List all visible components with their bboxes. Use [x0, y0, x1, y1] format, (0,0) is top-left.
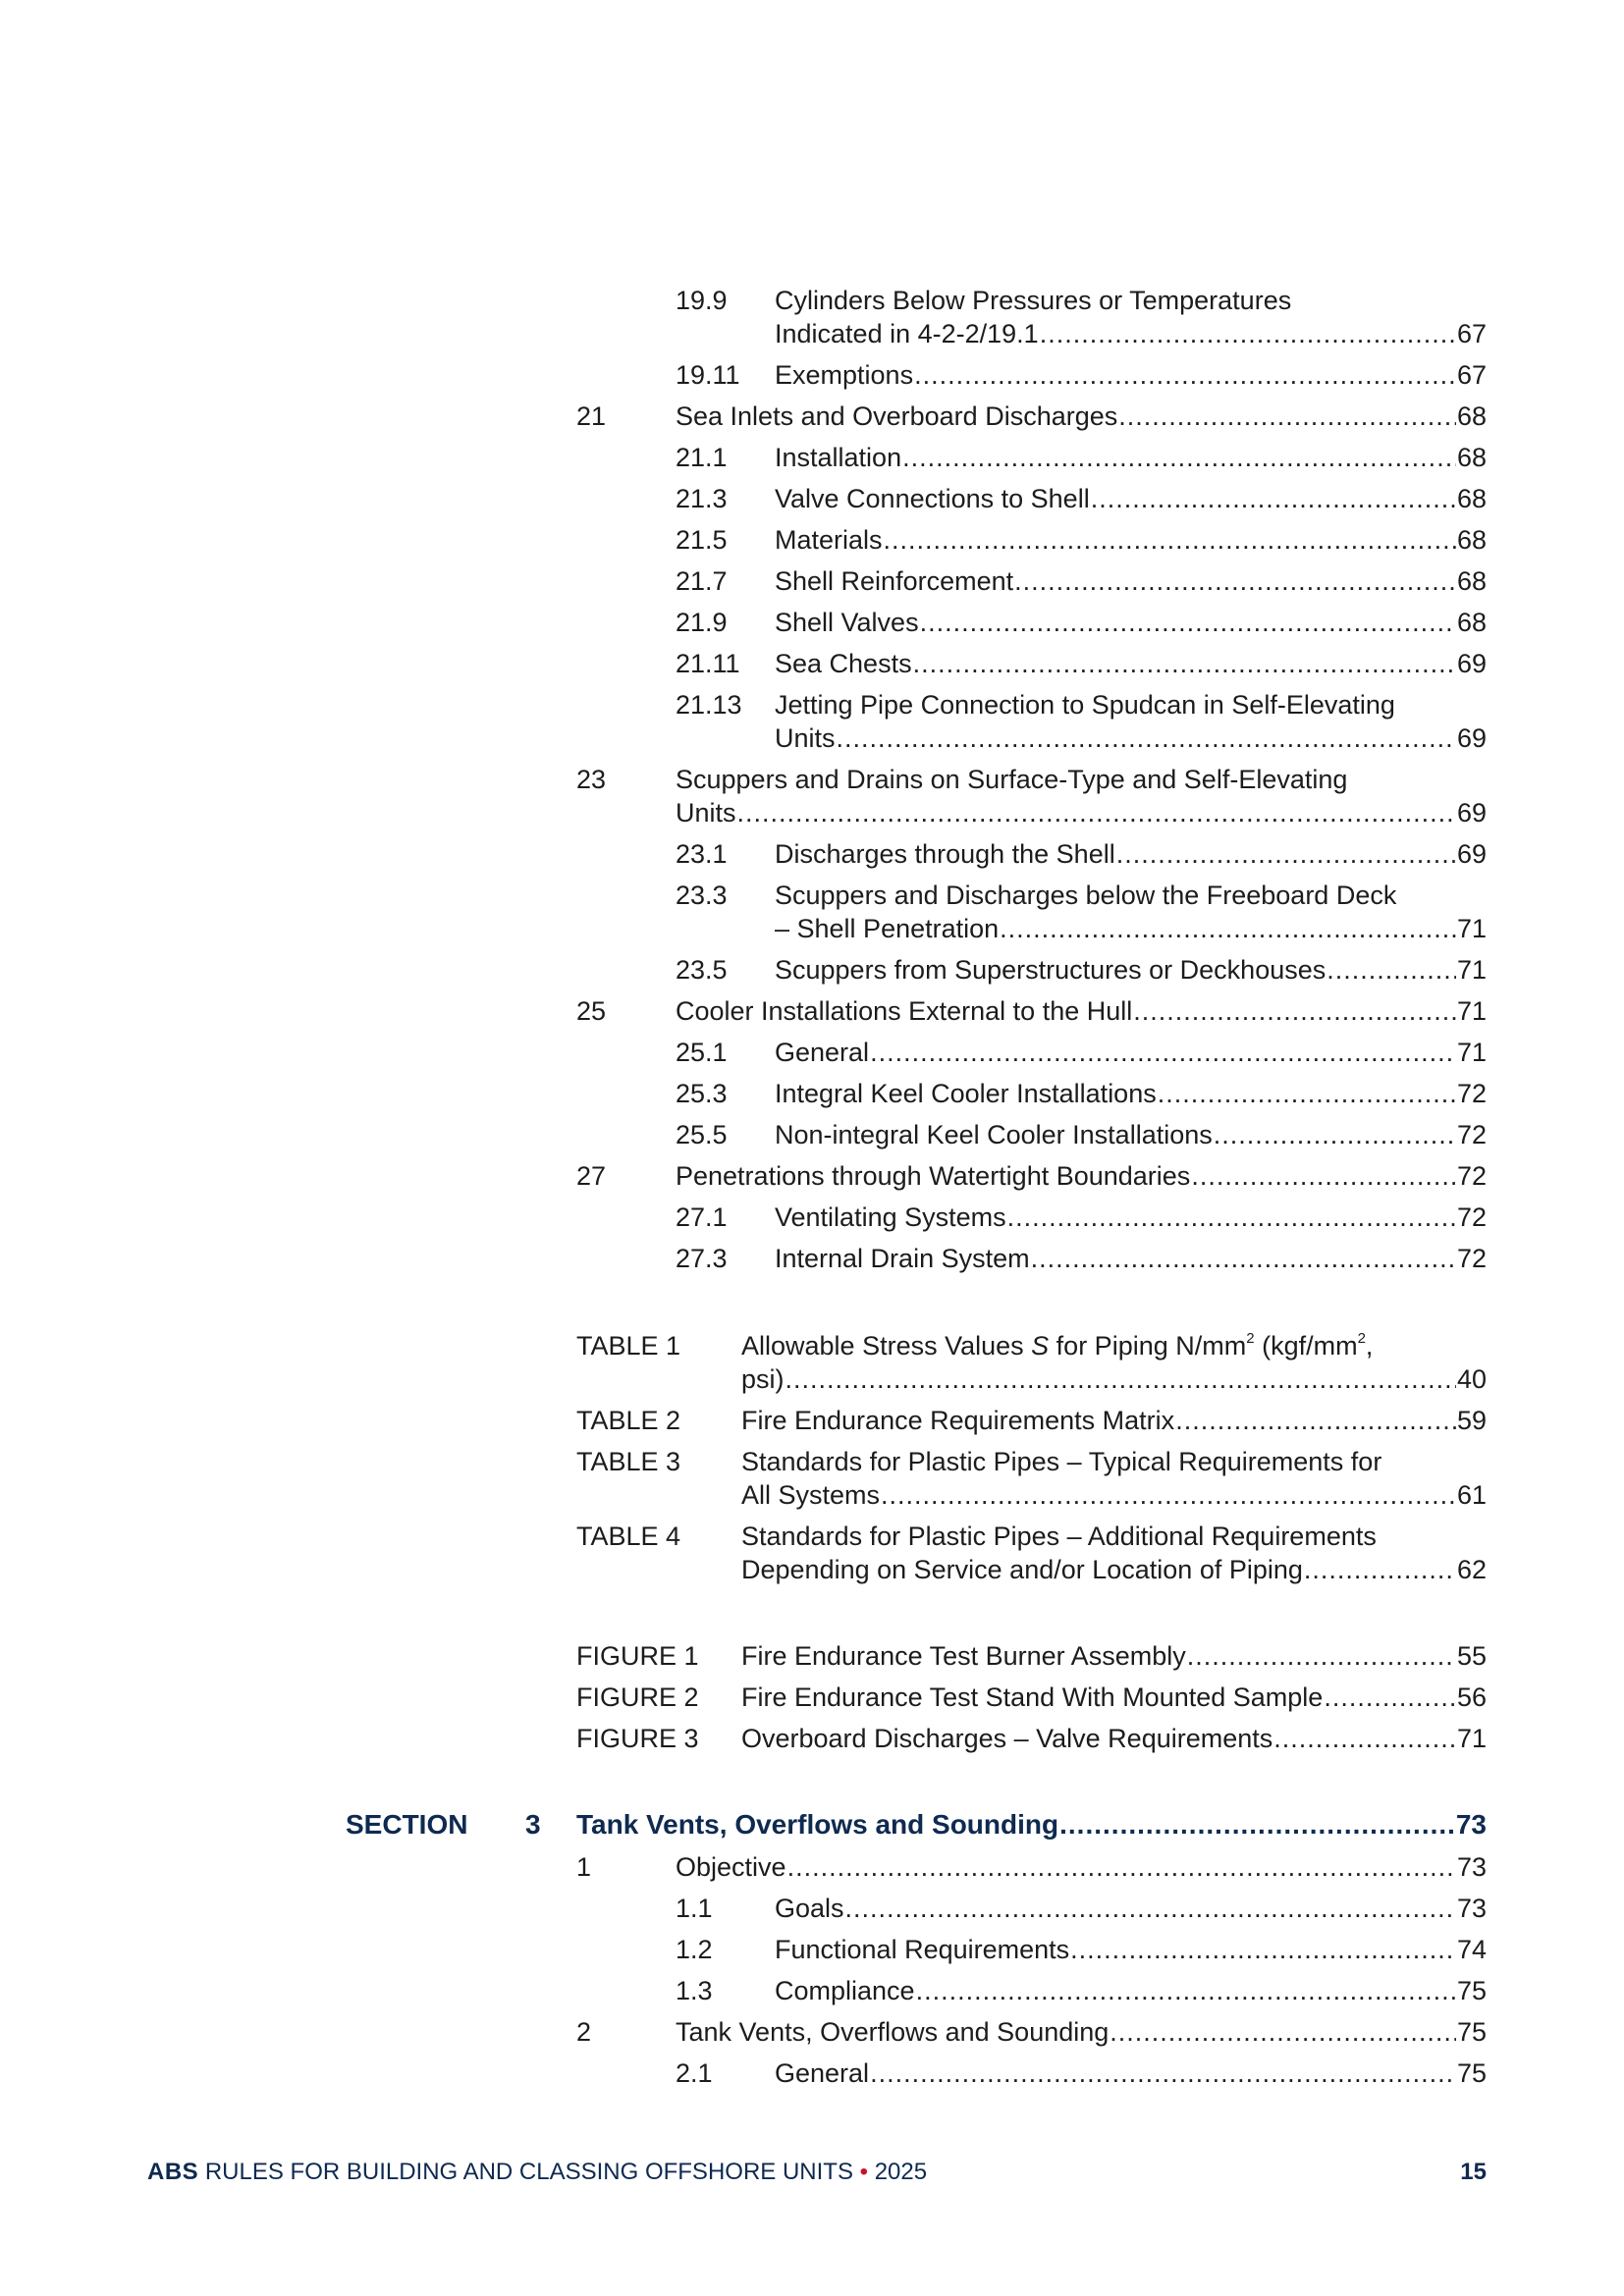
table-label: TABLE 2 — [576, 1406, 681, 1435]
italic-symbol: S — [1031, 1331, 1050, 1361]
dot-leader — [1000, 912, 1456, 945]
toc-entry-23-1[interactable] — [676, 837, 1487, 871]
dot-leader — [787, 1850, 1456, 1884]
entry-page: 56 — [1456, 1682, 1487, 1712]
footer-brand: ABS — [147, 2159, 199, 2185]
entry-page: 67 — [1456, 319, 1487, 348]
entry-page: 71 — [1456, 955, 1487, 985]
entry-title: Objective — [676, 1852, 786, 1882]
table-label: TABLE 1 — [576, 1331, 681, 1361]
superscript: 2 — [1357, 1330, 1366, 1347]
entry-title-line1: Jetting Pipe Connection to Spudcan in Self-Elevating — [775, 690, 1395, 720]
title-part: for Piping N/mm — [1049, 1331, 1247, 1361]
entry-title-line1 — [741, 1329, 1373, 1362]
toc-entry-21[interactable] — [576, 400, 1487, 433]
dot-leader — [914, 358, 1456, 392]
dot-leader — [920, 606, 1456, 639]
entry-page: 68 — [1456, 443, 1487, 472]
dot-leader — [1191, 1159, 1456, 1193]
entry-page: 40 — [1456, 1364, 1487, 1394]
toc-entry-3-2[interactable] — [576, 2015, 1487, 2049]
toc-entry-27[interactable] — [576, 1159, 1487, 1193]
entry-page: 68 — [1456, 608, 1487, 637]
entry-title-line1: Scuppers and Drains on Surface-Type and Self-Elevating — [676, 765, 1348, 794]
toc-entry-25-3[interactable] — [676, 1077, 1487, 1110]
entry-title: Overboard Discharges – Valve Requirements — [741, 1724, 1273, 1753]
entry-number: 27.1 — [676, 1202, 728, 1232]
entry-number: 23.3 — [676, 881, 728, 910]
toc-entry-19-9[interactable] — [676, 284, 1487, 350]
dot-leader — [881, 1478, 1456, 1512]
toc-entry-3-1[interactable] — [576, 1850, 1487, 1884]
entry-number: 25 — [576, 996, 607, 1026]
entry-title-line2: Depending on Service and/or Location of Piping — [741, 1555, 1303, 1584]
dot-leader — [1031, 1242, 1456, 1275]
dot-leader — [1040, 317, 1456, 350]
toc-figure-3[interactable] — [576, 1722, 1487, 1755]
entry-title: Goals — [775, 1894, 844, 1923]
entry-number: 25.3 — [676, 1079, 728, 1108]
toc-entry-21-1[interactable] — [676, 441, 1487, 474]
entry-title: Non-integral Keel Cooler Installations — [775, 1120, 1213, 1149]
dot-leader — [1187, 1639, 1456, 1673]
entry-page: 68 — [1456, 484, 1487, 513]
figure-label: FIGURE 1 — [576, 1641, 699, 1671]
entry-number: 21.3 — [676, 484, 728, 513]
entry-number: 21.1 — [676, 443, 728, 472]
toc-entry-21-9[interactable] — [676, 606, 1487, 639]
toc-entry-3-1-1[interactable] — [676, 1892, 1487, 1925]
toc-table-4[interactable] — [576, 1520, 1487, 1586]
entry-number: 23.1 — [676, 839, 728, 869]
dot-leader — [737, 796, 1456, 829]
dot-leader — [1059, 1808, 1455, 1842]
entry-number: 1.1 — [676, 1894, 713, 1923]
entry-title-line1: Standards for Plastic Pipes – Typical Requirements for — [741, 1447, 1382, 1476]
toc-table-1[interactable] — [576, 1329, 1487, 1396]
entry-title-line2: Indicated in 4-2-2/19.1 — [775, 319, 1039, 348]
dot-leader — [1091, 482, 1456, 515]
dot-leader — [884, 523, 1456, 557]
footer-year: 2025 — [868, 2159, 928, 2185]
dot-leader — [1116, 837, 1456, 871]
entry-title-line1: Cylinders Below Pressures or Temperatures — [775, 286, 1292, 315]
footer-bullet: • — [859, 2159, 869, 2185]
table-label: TABLE 4 — [576, 1522, 681, 1551]
dot-leader — [916, 1974, 1456, 2007]
toc-entry-3-1-2[interactable] — [676, 1933, 1487, 1966]
entry-page: 69 — [1456, 798, 1487, 828]
entry-number: 21 — [576, 401, 607, 431]
entry-page: 59 — [1456, 1406, 1487, 1435]
entry-page: 55 — [1456, 1641, 1487, 1671]
dot-leader — [1118, 400, 1456, 433]
page-footer — [147, 2156, 1487, 2189]
entry-title: Fire Endurance Requirements Matrix — [741, 1406, 1175, 1435]
dot-leader — [1110, 2015, 1456, 2049]
entry-page: 68 — [1456, 525, 1487, 555]
entry-title-line2: All Systems — [741, 1480, 881, 1510]
entry-number: 27 — [576, 1161, 607, 1191]
toc-entry-23-3[interactable] — [676, 879, 1487, 945]
entry-page: 69 — [1456, 649, 1487, 678]
entry-number: 21.13 — [676, 690, 742, 720]
entry-title: Penetrations through Watertight Boundaries — [676, 1161, 1191, 1191]
entry-page: 71 — [1456, 996, 1487, 1026]
dot-leader — [1133, 994, 1456, 1028]
entry-title: Sea Inlets and Overboard Discharges — [676, 401, 1118, 431]
entry-title: Integral Keel Cooler Installations — [775, 1079, 1157, 1108]
toc-entry-21-7[interactable] — [676, 564, 1487, 598]
toc-entry-3-1-3[interactable] — [676, 1974, 1487, 2007]
toc-entry-27-1[interactable] — [676, 1201, 1487, 1234]
toc-table-3[interactable] — [576, 1445, 1487, 1512]
entry-title-line1: Scuppers and Discharges below the Freeboard Deck — [775, 881, 1397, 910]
dot-leader — [1158, 1077, 1456, 1110]
dot-leader — [913, 647, 1456, 680]
entry-number: 21.11 — [676, 649, 740, 678]
toc-entry-23[interactable] — [576, 763, 1487, 829]
entry-page: 71 — [1456, 1724, 1487, 1753]
dot-leader — [902, 441, 1456, 474]
toc-entry-3-2-1[interactable] — [676, 2056, 1487, 2090]
entry-number: 21.9 — [676, 608, 728, 637]
toc-entry-21-11[interactable] — [676, 647, 1487, 680]
toc-entry-25-5[interactable] — [676, 1118, 1487, 1151]
dot-leader — [1273, 1722, 1456, 1755]
entry-page: 73 — [1456, 1852, 1487, 1882]
entry-number: 25.1 — [676, 1038, 728, 1067]
entry-page: 75 — [1456, 2058, 1487, 2088]
entry-page: 69 — [1456, 839, 1487, 869]
toc-table-2[interactable] — [576, 1404, 1487, 1437]
entry-page: 72 — [1456, 1120, 1487, 1149]
entry-title: Exemptions — [775, 360, 914, 390]
figure-label: FIGURE 3 — [576, 1724, 699, 1753]
entry-page: 61 — [1456, 1480, 1487, 1510]
entry-page: 72 — [1456, 1161, 1487, 1191]
entry-title: Tank Vents, Overflows and Sounding — [676, 2017, 1110, 2047]
footer-text: RULES FOR BUILDING AND CLASSING OFFSHORE UNITS — [198, 2159, 860, 2185]
entry-title-line2: Units — [775, 723, 836, 753]
entry-title: Fire Endurance Test Burner Assembly — [741, 1641, 1186, 1671]
entry-title-line2: – Shell Penetration — [775, 914, 1000, 943]
toc-figure-1[interactable] — [576, 1639, 1487, 1673]
entry-title-line1: Standards for Plastic Pipes – Additional Requirements — [741, 1522, 1377, 1551]
entry-title: Materials — [775, 525, 883, 555]
entry-number: 2.1 — [676, 2058, 713, 2088]
dot-leader — [1304, 1553, 1456, 1586]
entry-page: 71 — [1456, 1038, 1487, 1067]
dot-leader — [1175, 1404, 1456, 1437]
entry-page: 62 — [1456, 1555, 1487, 1584]
entry-title: General — [775, 1038, 870, 1067]
entry-page: 71 — [1456, 914, 1487, 943]
dot-leader — [1324, 1681, 1456, 1714]
title-part: , — [1365, 1331, 1374, 1361]
entry-page: 75 — [1456, 2017, 1487, 2047]
entry-title: General — [775, 2058, 870, 2088]
entry-page: 72 — [1456, 1202, 1487, 1232]
entry-number: 19.9 — [676, 286, 728, 315]
toc-figure-2[interactable] — [576, 1681, 1487, 1714]
footer-title — [147, 2156, 927, 2189]
entry-title: Shell Reinforcement — [775, 566, 1014, 596]
entry-page: 72 — [1456, 1079, 1487, 1108]
entry-title: Discharges through the Shell — [775, 839, 1115, 869]
figure-label: FIGURE 2 — [576, 1682, 699, 1712]
entry-number: 1.2 — [676, 1935, 713, 1964]
entry-title: Functional Requirements — [775, 1935, 1070, 1964]
table-label: TABLE 3 — [576, 1447, 681, 1476]
entry-title: Ventilating Systems — [775, 1202, 1006, 1232]
toc-entry-27-3[interactable] — [676, 1242, 1487, 1275]
section-title: Tank Vents, Overflows and Sounding — [576, 1809, 1059, 1840]
title-part: (kgf/mm — [1254, 1331, 1358, 1361]
entry-page: 68 — [1456, 401, 1487, 431]
entry-number: 21.5 — [676, 525, 728, 555]
toc-entry-21-5[interactable] — [676, 523, 1487, 557]
entry-number: 1.3 — [676, 1976, 713, 2005]
entry-title: Fire Endurance Test Stand With Mounted Sample — [741, 1682, 1324, 1712]
entry-page: 74 — [1456, 1935, 1487, 1964]
toc-entry-21-13[interactable] — [676, 688, 1487, 755]
entry-title-line2: Units — [676, 798, 736, 828]
entry-title-line2: psi) — [741, 1364, 785, 1394]
entry-page: 69 — [1456, 723, 1487, 753]
dot-leader — [1326, 953, 1456, 987]
entry-number: 23 — [576, 765, 607, 794]
title-part: Allowable Stress Values — [741, 1331, 1032, 1361]
dot-leader — [785, 1362, 1456, 1396]
dot-leader — [1214, 1118, 1456, 1151]
dot-leader — [1014, 564, 1456, 598]
dot-leader — [837, 721, 1456, 755]
entry-number: 2 — [576, 2017, 592, 2047]
entry-title: Shell Valves — [775, 608, 919, 637]
page-number: 15 — [1460, 2159, 1487, 2185]
entry-page: 68 — [1456, 566, 1487, 596]
entry-number: 27.3 — [676, 1244, 728, 1273]
entry-title: Installation — [775, 443, 902, 472]
entry-number: 25.5 — [676, 1120, 728, 1149]
entry-title: Scuppers from Superstructures or Deckhouses — [775, 955, 1326, 985]
entry-number: 23.5 — [676, 955, 728, 985]
toc-entry-21-3[interactable] — [676, 482, 1487, 515]
section-page: 73 — [1455, 1809, 1487, 1840]
entry-number: 21.7 — [676, 566, 728, 596]
toc-entry-25[interactable] — [576, 994, 1487, 1028]
entry-page: 75 — [1456, 1976, 1487, 2005]
dot-leader — [870, 2056, 1456, 2090]
entry-title: Internal Drain System — [775, 1244, 1030, 1273]
entry-page: 72 — [1456, 1244, 1487, 1273]
dot-leader — [870, 1036, 1456, 1069]
entry-title: Valve Connections to Shell — [775, 484, 1090, 513]
superscript: 2 — [1246, 1330, 1255, 1347]
section-label: SECTION — [346, 1809, 468, 1840]
toc-entry-23-5[interactable] — [676, 953, 1487, 987]
dot-leader — [1007, 1201, 1456, 1234]
dot-leader — [1070, 1933, 1456, 1966]
entry-number: 19.11 — [676, 360, 740, 390]
entry-page: 73 — [1456, 1894, 1487, 1923]
dot-leader — [845, 1892, 1456, 1925]
entry-title: Sea Chests — [775, 649, 912, 678]
toc-section-3[interactable] — [346, 1808, 1487, 1843]
toc-entry-25-1[interactable] — [676, 1036, 1487, 1069]
entry-number: 1 — [576, 1852, 592, 1882]
section-number: 3 — [525, 1809, 541, 1840]
toc-entry-19-11[interactable] — [676, 358, 1487, 392]
entry-title: Cooler Installations External to the Hull — [676, 996, 1133, 1026]
entry-title: Compliance — [775, 1976, 915, 2005]
entry-page: 67 — [1456, 360, 1487, 390]
